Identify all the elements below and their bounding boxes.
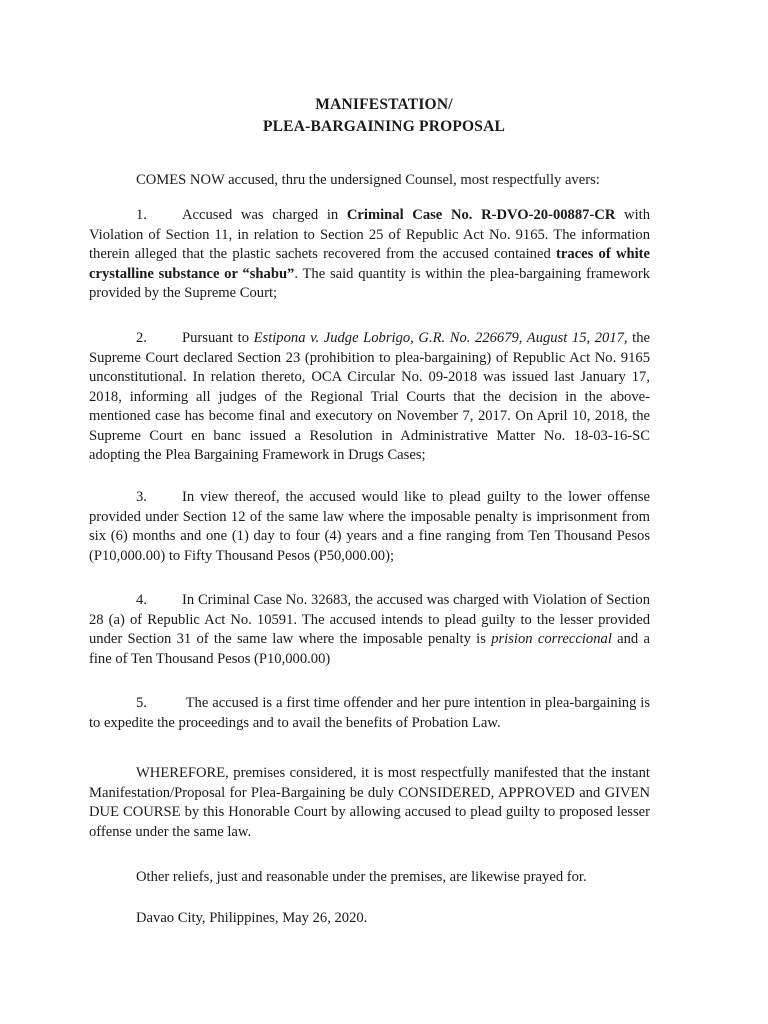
paragraph-text: the Supreme Court declared Section 23 (prohibition to plea-bargaining) of Republic Act No. 9165 unconstitutional. In relation thereto, OCA Circular No. 09-2018 was issued last January 17, 2018, informing all judges of the Regional Trial Courts that the decision in the above-mentioned case has become final and executory on November 7, 2017. On April 10, 2018, the Supreme Court en banc issued a Resolution in Administrative Matter No. 18-03-16-SC adopting the Plea Bargaining Framework in Drugs Cases; [89, 330, 650, 463]
paragraph-text: WHEREFORE, premises considered, it is most respectfully manifested that the instant Manifestation/Proposal for Plea-Bargaining be duly CONSIDERED, APPROVED and GIVEN DUE COURSE by this Honorable Court by allowing accused to plead guilty to proposed lesser offense under the same law. [89, 765, 650, 840]
document-title-line-1: MANIFESTATION/ [315, 96, 453, 113]
paragraph-text: with Violation of Section 11, in relation to Section 25 of Republic Act No. 9165. The information therein alleged that the plastic sachets recovered from the accused contained [89, 207, 650, 262]
case-number: Criminal Case No. R-DVO-20-00887-CR [346, 207, 616, 223]
paragraph-text: and a fine of Ten Thousand Pesos (P10,000.00) [89, 631, 650, 667]
paragraph-5 [89, 694, 650, 733]
paragraph-text: Pursuant to [182, 330, 254, 346]
substance-description: traces of white crystalline substance or “shabu” [89, 246, 650, 282]
paragraph-text: Accused was charged in [182, 207, 347, 223]
penalty-term: prision correccional [491, 631, 612, 647]
paragraph-1 [89, 206, 650, 304]
paragraph-4 [89, 591, 650, 669]
paragraph-3 [89, 488, 650, 566]
wherefore-paragraph [89, 764, 650, 842]
paragraph-number: 3. [136, 489, 147, 505]
place-and-date: Davao City, Philippines, May 26, 2020. [136, 910, 368, 926]
paragraph-number: 2. [136, 330, 147, 346]
document-title-line-2: PLEA-BARGAINING PROPOSAL [262, 118, 506, 135]
paragraph-2 [89, 329, 650, 466]
paragraph-text: The accused is a first time offender and her pure intention in plea-bargaining is to expedite the proceedings and to avail the benefits of Probation Law. [89, 695, 650, 731]
paragraph-text: . The said quantity is within the plea-bargaining framework provided by the Supreme Court; [89, 265, 650, 301]
paragraph-number: 5. [136, 695, 147, 711]
case-citation: Estipona v. Judge Lobrigo, G.R. No. 226679, August 15, 2017, [253, 330, 628, 346]
paragraph-number: 1. [136, 207, 147, 223]
paragraph-number: 4. [136, 592, 147, 608]
other-reliefs-paragraph: Other reliefs, just and reasonable under the premises, are likewise prayed for. [136, 869, 587, 885]
intro-paragraph: COMES NOW accused, thru the undersigned Counsel, most respectfully avers: [136, 172, 600, 188]
paragraph-text: In view thereof, the accused would like to plead guilty to the lower offense provided under Section 12 of the same law where the imposable penalty is imprisonment from six (6) months and one (1) day to four (4) years and a fine ranging from Ten Thousand Pesos (P10,000.00) to Fifty Thousand Pesos (P50,000.00); [89, 489, 650, 564]
paragraph-text: In Criminal Case No. 32683, the accused was charged with Violation of Section 28 (a) of Republic Act No. 10591. The accused intends to plead guilty to the lesser provided under Section 31 of the same law where the imposable penalty is [89, 592, 650, 647]
